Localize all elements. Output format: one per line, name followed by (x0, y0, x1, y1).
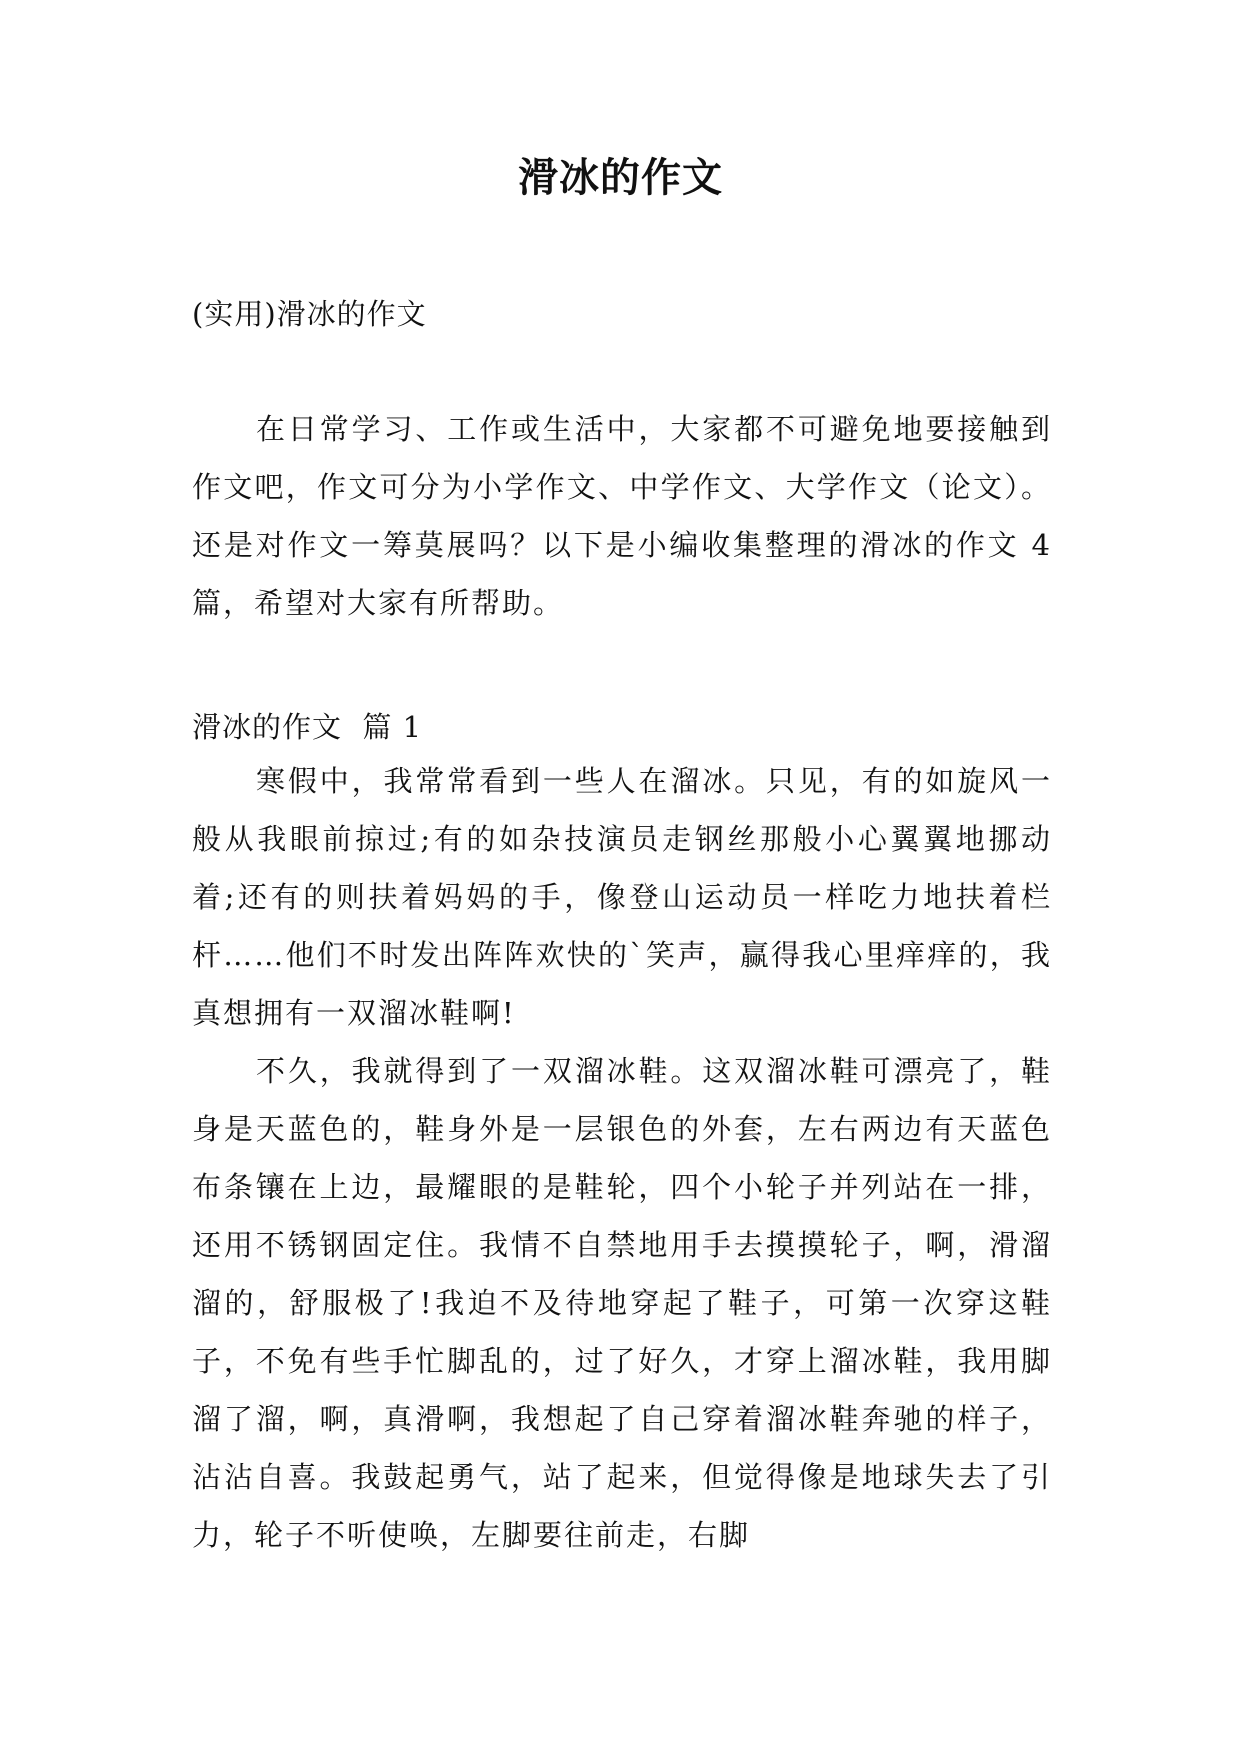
document-subtitle: (实用)滑冰的作文 (192, 297, 427, 331)
section-heading: 滑冰的作文 篇 1 (192, 710, 423, 744)
document-title: 滑冰的作文 (518, 154, 723, 201)
intro-paragraph: 在日常学习、工作或生活中，大家都不可避免地要接触到作文吧，作文可分为小学作文、中学作文、大学作文（论文）。还是对作文一筹莫展吗？以下是小编收集整理的滑冰的作文 4 篇，希望对大家有所帮助。 (192, 412, 1052, 620)
body-paragraph-1: 寒假中，我常常看到一些人在溜冰。只见，有的如旋风一般从我眼前掠过;有的如杂技演员走钢丝那般小心翼翼地挪动着;还有的则扶着妈妈的手，像登山运动员一样吃力地扶着栏杆……他们不时发出阵阵欢快的`笑声，赢得我心里痒痒的，我真想拥有一双溜冰鞋啊! (192, 764, 1052, 1030)
body-paragraph-2: 不久，我就得到了一双溜冰鞋。这双溜冰鞋可漂亮了，鞋身是天蓝色的，鞋身外是一层银色的外套，左右两边有天蓝色布条镶在上边，最耀眼的是鞋轮，四个小轮子并列站在一排，还用不锈钢固定住。我情不自禁地用手去摸摸轮子，啊，滑溜溜的，舒服极了!我迫不及待地穿起了鞋子，可第一次穿这鞋子，不免有些手忙脚乱的，过了好久，才穿上溜冰鞋，我用脚溜了溜，啊，真滑啊，我想起了自己穿着溜冰鞋奔驰的样子，沾沾自喜。我鼓起勇气，站了起来，但觉得像是地球失去了引力，轮子不听使唤，左脚要往前走，右脚 (192, 1054, 1052, 1552)
